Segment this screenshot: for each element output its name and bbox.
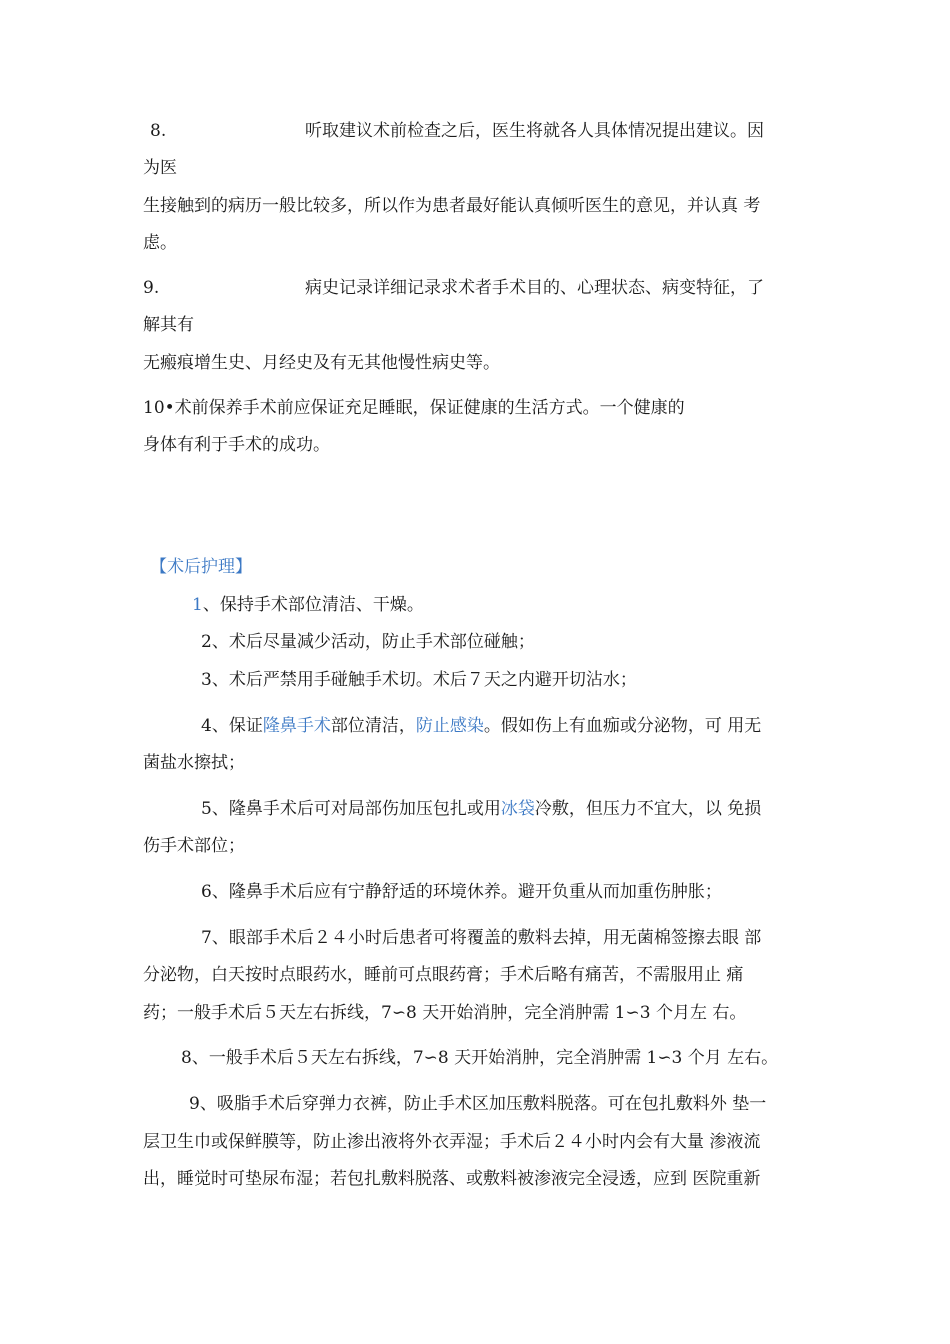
- ice-pack-link[interactable]: 冰袋: [500, 799, 535, 819]
- infection-prevention-link[interactable]: 防止感染: [415, 716, 484, 736]
- post-op-item-9-line-2: 层卫生巾或保鲜膜等，防止渗出液将外衣弄湿；手术后２４小时内会有大量 渗液流: [143, 1132, 761, 1152]
- item-8-text-line-1: 听取建议术前检查之后，医生将就各人具体情况提出建议。因: [305, 121, 764, 141]
- item-9-text-line-3: 无瘢痕增生史、月经史及有无其他慢性病史等。: [143, 353, 500, 373]
- item-8-text-line-2: 为医: [143, 158, 177, 178]
- post-op-item-2: 2、术后尽量减少活动，防止手术部位碰触；: [201, 632, 535, 652]
- item-10-line-2: 身体有利于手术的成功。: [143, 435, 330, 455]
- post-op-item-4-post: 。假如伤上有血痂或分泌物，可 用无: [483, 716, 762, 736]
- post-op-item-4-mid: 部位清洁，: [330, 716, 416, 736]
- item-10-line-1: 10•术前保养手术前应保证充足睡眠，保证健康的生活方式。一个健康的: [143, 398, 685, 418]
- item-9-text-line-2: 解其有: [143, 315, 194, 335]
- post-op-item-7-line-1: 7、眼部手术后２４小时后患者可将覆盖的敷料去掉，用无菌棉签擦去眼 部: [201, 928, 762, 948]
- post-op-item-1-text: 、保持手术部位清洁、干燥。: [202, 595, 424, 615]
- post-op-item-5-line-1: [201, 797, 761, 821]
- item-8-line-1: [150, 119, 166, 143]
- post-op-item-5-post: 冷敷，但压力不宜大，以 免损: [534, 799, 762, 819]
- post-op-item-1-number: 1: [192, 595, 203, 615]
- item-8-text-line-3: 生接触到的病历一般比较多，所以作为患者最好能认真倾听医生的意见，并认真 考: [143, 196, 761, 216]
- post-op-item-7-line-2: 分泌物，白天按时点眼药水，睡前可点眼药膏；手术后略有痛苦，不需服用止 痛: [143, 965, 744, 985]
- post-op-item-6: 6、隆鼻手术后应有宁静舒适的环境休养。避开负重从而加重伤肿胀；: [201, 882, 722, 902]
- rhinoplasty-link[interactable]: 隆鼻手术: [262, 716, 331, 736]
- post-op-item-4-line-1: [201, 714, 761, 738]
- post-op-item-7-line-3: 药；一般手术后５天左右拆线，7∽8 天开始消肿，完全消肿需 1∽3 个月左 右。: [143, 1003, 747, 1023]
- post-op-item-5-pre: 5、隆鼻手术后可对局部伤加压包扎或用: [201, 799, 501, 819]
- post-op-item-1: [192, 593, 424, 617]
- post-op-item-4-pre: 4、保证: [201, 716, 263, 736]
- post-op-item-9-line-1: 9、吸脂手术后穿弹力衣裤，防止手术区加压敷料脱落。可在包扎敷料外 垫一: [189, 1094, 767, 1114]
- post-op-heading: 【术后护理】: [150, 557, 252, 577]
- post-op-item-9-line-3: 出，睡觉时可垫尿布湿；若包扎敷料脱落、或敷料被渗液完全浸透，应到 医院重新: [143, 1169, 761, 1189]
- item-9-text-line-1: 病史记录详细记录求术者手术目的、心理状态、病变特征，了: [305, 278, 764, 298]
- item-8-text-line-4: 虑。: [143, 233, 177, 253]
- post-op-item-4-line-2: 菌盐水擦拭；: [143, 753, 245, 773]
- post-op-item-3: 3、术后严禁用手碰触手术切。术后７天之内避开切沾水；: [201, 670, 637, 690]
- post-op-item-8: 8、一般手术后５天左右拆线，7∽8 天开始消肿，完全消肿需 1∽3 个月 左右。: [181, 1048, 779, 1068]
- item-8-number: 8.: [150, 121, 167, 141]
- post-op-item-5-line-2: 伤手术部位；: [143, 836, 245, 856]
- item-9-number: 9.: [143, 278, 160, 298]
